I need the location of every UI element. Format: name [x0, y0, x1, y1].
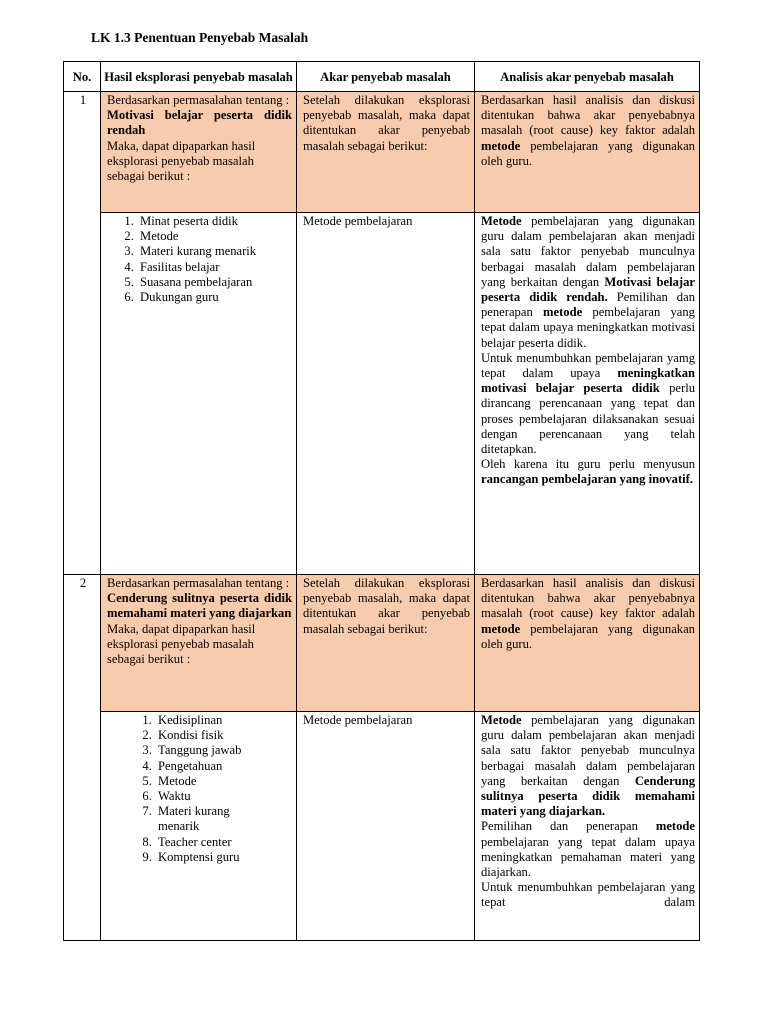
analysis-text: pembelajaran yang digunakan guru dalam pembelajaran akan menjadi sala satu faktor penyebab munculnya berbagai masalah dalam pembelajaran yang berkaitan dengan [481, 214, 695, 289]
analisis-intro-cell [475, 575, 700, 712]
bold-term: Motivasi belajar peserta didik rendah. [481, 274, 695, 305]
factor-list [107, 214, 292, 305]
header-analisis: Analisis akar penyebab masalah [475, 62, 700, 92]
header-akar: Akar penyebab masalah [297, 62, 475, 92]
bold-term: Metode [481, 214, 522, 228]
problem-topic: Motivasi belajar peserta didik rendah [107, 108, 292, 138]
analysis-cell [475, 712, 700, 941]
list-item: 3. Materi kurang menarik [137, 244, 292, 259]
bold-term: meningkatkan motivasi belajar peserta didik [481, 366, 695, 396]
header-no: No. [64, 62, 101, 92]
list-item: 6. Waktu [155, 789, 292, 804]
list-item: 5. Suasana pembelajaran [137, 275, 292, 290]
intro-prefix: Berdasarkan permasalahan tentang : [107, 93, 290, 107]
intro-suffix: Maka, dapat dipaparkan hasil eksplorasi penyebab masalah sebagai berikut : [107, 621, 256, 667]
intro-suffix: Maka, dapat dipaparkan hasil eksplorasi penyebab masalah sebagai berikut : [107, 138, 256, 184]
list-item: 4. Pengetahuan [155, 759, 292, 774]
analisis-intro-bold: metode [481, 138, 521, 153]
list-item: 5. Metode [155, 774, 292, 789]
hasil-intro-cell [101, 575, 297, 712]
table-row [64, 92, 700, 213]
analysis-text: pembelajaran yang digunakan guru dalam pembelajaran akan menjadi sala satu faktor penyebab munculnya berbagai masalah dalam pembelajaran yang berkaitan dengan [481, 713, 695, 788]
list-item: 3. Tanggung jawab [155, 743, 292, 758]
analysis-text: perlu dirancang perencanaan yang tepat dan proses pembelajaran dilaksanakan sesuai dengan perencanaan yang telah ditetapkan. [481, 381, 695, 457]
list-item: 1. Minat peserta didik [137, 214, 292, 229]
analisis-intro-text-2: pembelajaran yang digunakan oleh guru. [481, 138, 695, 168]
table-row [64, 575, 700, 712]
factor-list-cell [101, 213, 297, 575]
hasil-intro-cell [101, 92, 297, 213]
analisis-intro-cell [475, 92, 700, 213]
analysis-cell [475, 213, 700, 575]
list-item: 9. Komptensi guru [155, 850, 292, 865]
analisis-intro-text-2: pembelajaran yang digunakan oleh guru. [481, 621, 695, 651]
analysis-paragraph [481, 457, 695, 487]
analysis-text: Untuk menumbuhkan pembelajaran yamg tepat dalam upaya [481, 350, 695, 381]
analisis-intro-text: Berdasarkan hasil analisis dan diskusi ditentukan bahwa akar penyebabnya masalah (root cause) key faktor adalah [481, 93, 695, 138]
analysis-text: pembelajaran yang tepat dalam upaya meningkatkan motivasi belajar peserta didik. [481, 305, 695, 350]
bold-term: metode [543, 305, 583, 320]
akar-intro-cell: Setelah dilakukan eksplorasi penyebab masalah, maka dapat ditentukan akar penyebab masalah sebagai berikut: [297, 575, 475, 712]
row-number: 1 [64, 92, 101, 575]
analysis-paragraph [481, 214, 695, 351]
bold-term: Cenderung sulitnya peserta didik memahami materi yang diajarkan. [481, 773, 695, 819]
bold-term: Metode [481, 713, 522, 727]
table-row [64, 213, 700, 575]
analysis-paragraph: Untuk menumbuhkan pembelajaran yang tepat dalam [481, 880, 695, 910]
akar-intro-cell: Setelah dilakukan eksplorasi penyebab masalah, maka dapat ditentukan akar penyebab masalah sebagai berikut: [297, 92, 475, 213]
list-item: 1. Kedisiplinan [155, 713, 292, 728]
analysis-paragraph [481, 351, 695, 457]
analisis-intro-text: Berdasarkan hasil analisis dan diskusi ditentukan bahwa akar penyebabnya masalah (root cause) key faktor adalah [481, 576, 695, 621]
problem-topic: Cenderung sulitnya peserta didik memahami materi yang diajarkan [107, 591, 292, 621]
analysis-text: Pemilihan dan penerapan [481, 290, 695, 320]
intro-prefix: Berdasarkan permasalahan tentang : [107, 576, 290, 590]
bold-term: rancangan pembelajaran yang inovatif. [481, 472, 694, 487]
factor-list [107, 713, 292, 865]
problem-cause-table [63, 61, 700, 941]
bold-term: metode [655, 819, 695, 834]
analysis-text: Oleh karena itu guru perlu menyusun [481, 457, 695, 472]
analysis-text: pembelajaran yang tepat dalam upaya meningkatkan pemahaman materi yang diajarkan. [481, 834, 695, 880]
row-number: 2 [64, 575, 101, 941]
list-item: 4. Fasilitas belajar [137, 260, 292, 275]
header-hasil: Hasil eksplorasi penyebab masalah [101, 62, 297, 92]
table-header-row [64, 62, 700, 92]
factor-list-cell [101, 712, 297, 941]
table-row [64, 712, 700, 941]
page-title: LK 1.3 Penentuan Penyebab Masalah [91, 30, 309, 45]
list-item: 6. Dukungan guru [137, 290, 292, 305]
root-cause-cell: Metode pembelajaran [297, 213, 475, 575]
list-item: 7. Materi kurang menarik [155, 804, 292, 834]
analysis-paragraph [481, 819, 695, 880]
list-item: 8. Teacher center [155, 835, 292, 850]
root-cause-cell: Metode pembelajaran [297, 712, 475, 941]
analysis-paragraph [481, 713, 695, 819]
analisis-intro-bold: metode [481, 621, 521, 636]
list-item: 2. Kondisi fisik [155, 728, 292, 743]
analysis-text: Pemilihan dan penerapan [481, 819, 638, 834]
list-item: 2. Metode [137, 229, 292, 244]
